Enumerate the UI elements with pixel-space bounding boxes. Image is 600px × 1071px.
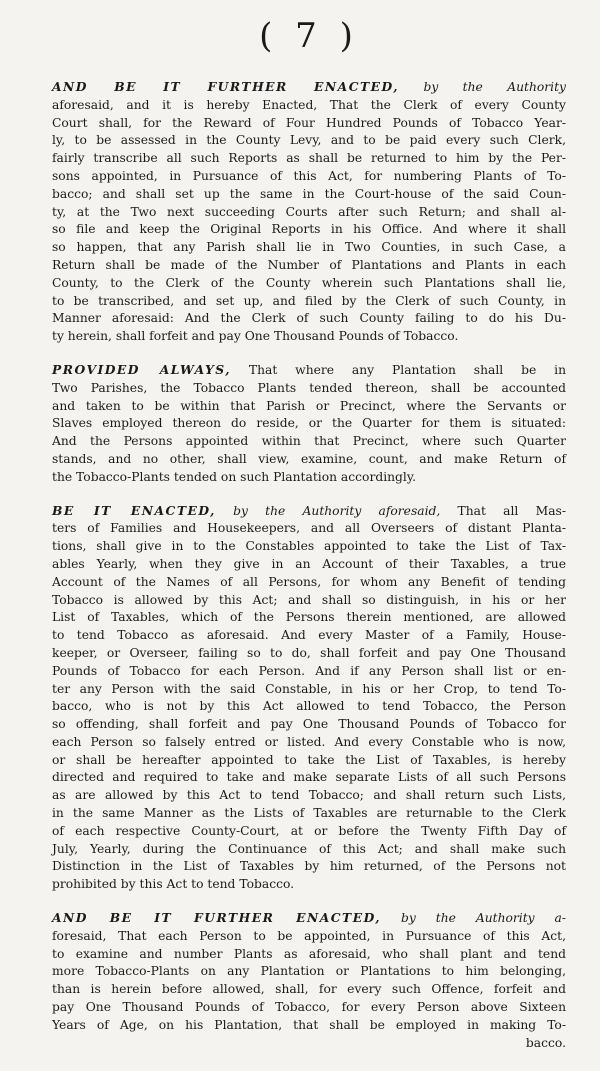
text-line: stands, and no other, shall view, examine, count, and make Return of	[52, 451, 566, 466]
paragraph-examiners-penalty	[52, 909, 566, 1052]
text-line: Return shall be made of the Number of Plantations and Plants in each	[52, 257, 566, 272]
text-line: bacco.	[525, 1035, 566, 1050]
text-line: ters of Families and Housekeepers, and all Overseers of distant Planta-	[52, 521, 566, 536]
text-line	[52, 78, 566, 97]
text-line: to tend Tobacco as aforesaid. And every Master of a Family, House-	[52, 628, 566, 643]
text-line: directed and required to take and make separate Lists of all such Persons	[52, 770, 566, 785]
text-line: in the same Manner as the Lists of Taxables are returnable to the Clerk	[52, 806, 566, 821]
text-line: And the Persons appointed within that Precinct, where such Quarter	[52, 434, 566, 449]
text-line: prohibited by this Act to tend Tobacco.	[52, 877, 295, 892]
text-line: Slaves employed thereon do reside, or the Quarter for them is situated:	[52, 416, 566, 431]
paragraph-masters-of-families	[52, 502, 566, 895]
text-line: each Person so falsely entred or listed. And every Constable who is now,	[52, 734, 566, 749]
text-line: Account of the Names of all Persons, for whom any Benefit of tending	[52, 574, 566, 589]
text-line: ty, at the Two next succeeding Courts after such Return; and shall al-	[52, 204, 566, 219]
text-line: aforesaid, and it is hereby Enacted, That the Clerk of every County	[52, 97, 566, 112]
text-line: so offending, shall forfeit and pay One Thousand Pounds of Tobacco for	[52, 717, 566, 732]
italic-phrase: by the Authority a-	[401, 911, 567, 926]
text-line: Two Parishes, the Tobacco Plants tended thereon, shall be accounted	[52, 380, 566, 395]
text-line: List of Taxables, which of the Persons therein mentioned, are allowed	[52, 610, 566, 625]
text-line: Court shall, for the Reward of Four Hundred Pounds of Tobacco Year-	[52, 115, 566, 130]
text-line: County, to the Clerk of the County wherein such Plantations shall lie,	[52, 275, 566, 290]
text-line: PROVIDED ALWAYS, That where any Plantation shall be in	[52, 361, 566, 377]
text-line: more Tobacco-Plants on any Plantation or Plantations to him belonging,	[52, 964, 566, 979]
text-line	[52, 909, 566, 928]
text-line: and taken to be within that Parish or Precinct, where the Servants or	[52, 398, 566, 413]
text-line: sons appointed, in Pursuance of this Act, for numbering Plants of To-	[52, 168, 566, 183]
text-line: than is herein before allowed, shall, for every such Offence, forfeit and	[52, 982, 566, 997]
paragraph-clerk-reports	[52, 78, 566, 346]
text-line: or shall be hereafter appointed to take the List of Taxables, is hereby	[52, 752, 566, 767]
text-line: bacco; and shall set up the same in the Court-house of the said Coun-	[52, 186, 566, 201]
text-line: so file and keep the Original Reports in his Office. And where it shall	[52, 222, 566, 237]
text-line: Tobacco is allowed by this Act; and shall so distinguish, in his or her	[52, 592, 566, 607]
text-line: July, Yearly, during the Continuance of this Act; and shall make such	[52, 841, 566, 856]
text-line: bacco, who is not by this Act allowed to tend Tobacco, the Person	[52, 699, 566, 714]
text-line: BE IT ENACTED, by the Authority aforesaid, That all Mas-	[52, 502, 566, 518]
heading-phrase: AND BE IT FURTHER ENACTED,	[52, 910, 382, 926]
heading-phrase: AND BE IT FURTHER ENACTED,	[52, 79, 400, 94]
text-line: Manner aforesaid: And the Clerk of such County failing to do his Du-	[52, 311, 566, 326]
text-line: of each respective County-Court, at or before the Twenty Fifth Day of	[52, 823, 566, 838]
text-line: keeper, or Overseer, failing so to do, shall forfeit and pay One Thousand	[52, 645, 566, 660]
heading-phrase: BE IT ENACTED,	[52, 502, 216, 518]
text-line: ty herein, shall forfeit and pay One Thousand Pounds of Tobacco.	[52, 329, 459, 344]
heading-phrase: PROVIDED ALWAYS,	[52, 361, 232, 377]
text-line: fairly transcribe all such Reports as shall be returned to him by the Per-	[52, 151, 566, 166]
text-line: pay One Thousand Pounds of Tobacco, for every Person above Sixteen	[52, 1000, 566, 1015]
italic-phrase: by the Authority aforesaid,	[233, 503, 441, 518]
text-line: ables Yearly, when they give in an Account of their Taxables, a true	[52, 556, 566, 571]
page-number: ( 7 )	[259, 16, 359, 56]
text-line: so happen, that any Parish shall lie in Two Counties, in such Case, a	[52, 240, 566, 255]
text-line: the Tobacco-Plants tended on such Plantation accordingly.	[52, 469, 417, 484]
text-line: ter any Person with the said Constable, in his or her Crop, to tend To-	[52, 681, 566, 696]
text-line: ly, to be assessed in the County Levy, and to be paid every such Clerk,	[52, 133, 566, 148]
text-line: Years of Age, on his Plantation, that shall be employed in making To-	[52, 1017, 566, 1032]
text-line: to be transcribed, and set up, and filed by the Clerk of such County, in	[52, 293, 566, 308]
text-line: Pounds of Tobacco for each Person. And if any Person shall list or en-	[52, 663, 566, 678]
text-line: foresaid, That each Person to be appointed, in Pursuance of this Act,	[52, 928, 566, 943]
text-line: Distinction in the List of Taxables by him returned, of the Persons not	[52, 859, 566, 874]
italic-phrase: by the Authority	[423, 80, 566, 94]
text-line: tions, shall give in to the Constables appointed to take the List of Tax-	[52, 539, 566, 554]
text-line: to examine and number Plants as aforesaid, who shall plant and tend	[52, 946, 566, 961]
text-line: as are allowed by this Act to tend Tobacco; and shall return such Lists,	[52, 788, 566, 803]
paragraph-provided-always	[52, 361, 566, 487]
